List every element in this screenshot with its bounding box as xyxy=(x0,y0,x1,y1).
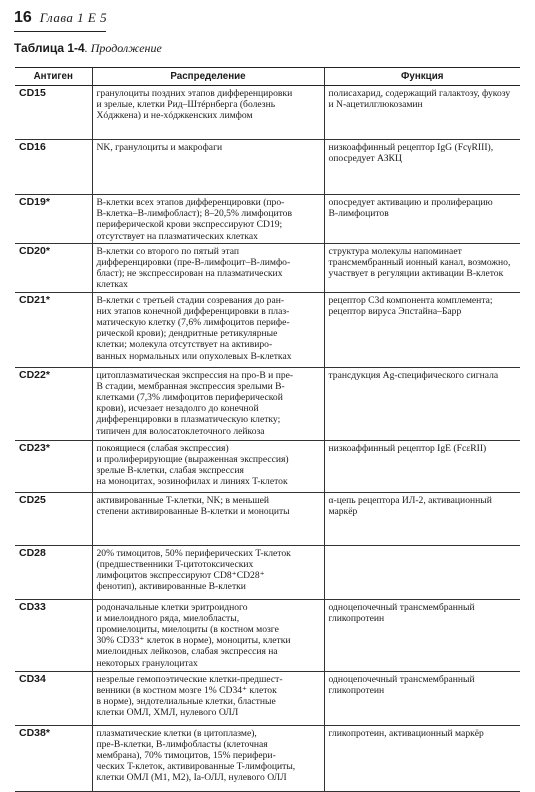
function-cell: гликопротеин, активационный маркёр xyxy=(324,725,520,791)
antigen-cell: CD20* xyxy=(15,243,92,292)
table-row xyxy=(15,599,520,671)
table-row xyxy=(15,195,520,244)
distribution-cell: активированные T-клетки, NK; в меньшей степени активированные B-клетки и моноциты xyxy=(92,492,324,545)
table-row xyxy=(15,440,520,492)
function-cell: рецептор C3d компонента комплемента; рецептор вируса Эпстайна–Барр xyxy=(324,292,520,367)
function-cell xyxy=(324,545,520,599)
antigen-cell: CD34 xyxy=(15,671,92,725)
distribution-cell: родоначальные клетки эритроидного и миелоидного ряда, миелобласты, промиелоциты, миелоциты (в костном мозге 30% CD33⁺ клеток в норме), моноциты, клетки миелоидных лейкозов, слабая экспрессия на некоторых гранулоцитах xyxy=(92,599,324,671)
function-cell: полисахарид, содержащий галактозу, фукозу и N-ацетилглюкозамин xyxy=(324,86,520,140)
distribution-cell: цитоплазматическая экспрессия на про-B и пре- B стадии, мембранная экспрессия зрелыми B- клетками (7,3% лимфоцитов периферической крови), исчезает незадолго до конечной дифференцировки в плазматическую клетку; типичен для волосатоклеточного лейкоза xyxy=(92,367,324,440)
antigen-cell: CD25 xyxy=(15,492,92,545)
running-head xyxy=(14,9,107,29)
antigen-cell: CD21* xyxy=(15,292,92,367)
column-header-antigen: Антиген xyxy=(15,68,92,86)
table-caption xyxy=(14,41,162,56)
table-subtitle: . Продолжение xyxy=(84,41,162,55)
antigen-cell: CD16 xyxy=(15,140,92,195)
function-cell: структура молекулы напоминает трансмембранный ионный канал, возможно, участвует в регуляции активации B-клеток xyxy=(324,243,520,292)
table-row xyxy=(15,725,520,791)
function-cell: трансдукция Ag-специфического сигнала xyxy=(324,367,520,440)
chapter-title: Глава 1 Е 5 xyxy=(39,10,108,25)
function-cell: опосредует активацию и пролиферацию B-лимфоцитов xyxy=(324,195,520,244)
function-cell: низкоаффинный рецептор IgG (FcγRIII), опосредует АЗКЦ xyxy=(324,140,520,195)
function-cell: одноцепочечный трансмембранный гликопротеин xyxy=(324,599,520,671)
function-cell: одноцепочечный трансмембранный гликопротеин xyxy=(324,671,520,725)
antigen-cell: CD33 xyxy=(15,599,92,671)
table-row xyxy=(15,492,520,545)
table-row xyxy=(15,140,520,195)
function-cell: низкоаффинный рецептор IgE (FcεRII) xyxy=(324,440,520,492)
distribution-cell: B-клетки всех этапов дифференцировки (про- B-клетка–B-лимфобласт); 8–20,5% лимфоцитов периферической крови экспрессируют CD19; отсутствует на плазматических клетках xyxy=(92,195,324,244)
antigen-cell: CD15 xyxy=(15,86,92,140)
column-header-distribution: Распределение xyxy=(92,68,324,86)
distribution-cell: B-клетки с третьей стадии созревания до ран- них этапов конечной дифференцировки в плаз- матическую клетку (7,6% лимфоцитов перифе- рической крови); дендритные ретикулярные клетки; молекула отсутствует на активиро- ванных нормальных или опухолевых B-клетках xyxy=(92,292,324,367)
table-row xyxy=(15,292,520,367)
distribution-cell: B-клетки со второго по пятый этап дифференцировки (пре-B-лимфоцит–B-лимфо- бласт); не экспрессирован на плазматических клетках xyxy=(92,243,324,292)
antigen-cell: CD28 xyxy=(15,545,92,599)
table-row xyxy=(15,86,520,140)
header-rule xyxy=(14,31,106,32)
function-cell: α-цепь рецептора ИЛ-2, активационный маркёр xyxy=(324,492,520,545)
distribution-cell: гранулоциты поздних этапов дифференцировки и зрелые, клетки Рид–Штéрнберга (болезнь Хóджкена) и не-хóджкенских лимфом xyxy=(92,86,324,140)
table-row xyxy=(15,671,520,725)
table-header-row xyxy=(15,68,520,86)
distribution-cell: NK, гранулоциты и макрофаги xyxy=(92,140,324,195)
distribution-cell: незрелые гемопоэтические клетки-предшест- венники (в костном мозге 1% CD34⁺ клеток в норме), эндотелиальные клетки, бластные клетки ОМЛ, ХМЛ, нулевого ОЛЛ xyxy=(92,671,324,725)
page-number: 16 xyxy=(14,9,32,26)
column-header-function: Функция xyxy=(324,68,520,86)
table-row xyxy=(15,243,520,292)
antigen-cell: CD23* xyxy=(15,440,92,492)
antigen-cell: CD19* xyxy=(15,195,92,244)
table-row xyxy=(15,545,520,599)
antigen-table xyxy=(15,67,520,792)
table-label: Таблица 1-4 xyxy=(14,41,85,55)
antigen-cell: CD22* xyxy=(15,367,92,440)
distribution-cell: плазматические клетки (в цитоплазме), пре-B-клетки, B-лимфобласты (клеточная мембрана), 70% тимоцитов, 15% перифери- ческих T-клеток, активированные T-лимфоциты, клетки ОМЛ (M1, M2), Ia-ОЛЛ, нулевого ОЛЛ xyxy=(92,725,324,791)
distribution-cell: покоящиеся (слабая экспрессия) и пролиферирующие (выраженная экспрессия) зрелые B-клетки, слабая экспрессия на моноцитах, эозинофилах и линиях T-клеток xyxy=(92,440,324,492)
antigen-cell: CD38* xyxy=(15,725,92,791)
distribution-cell: 20% тимоцитов, 50% периферических T-клеток (предшественники T-цитотоксических лимфоцитов экспрессируют CD8⁺CD28⁺ фенотип), активированные B-клетки xyxy=(92,545,324,599)
table-row xyxy=(15,367,520,440)
